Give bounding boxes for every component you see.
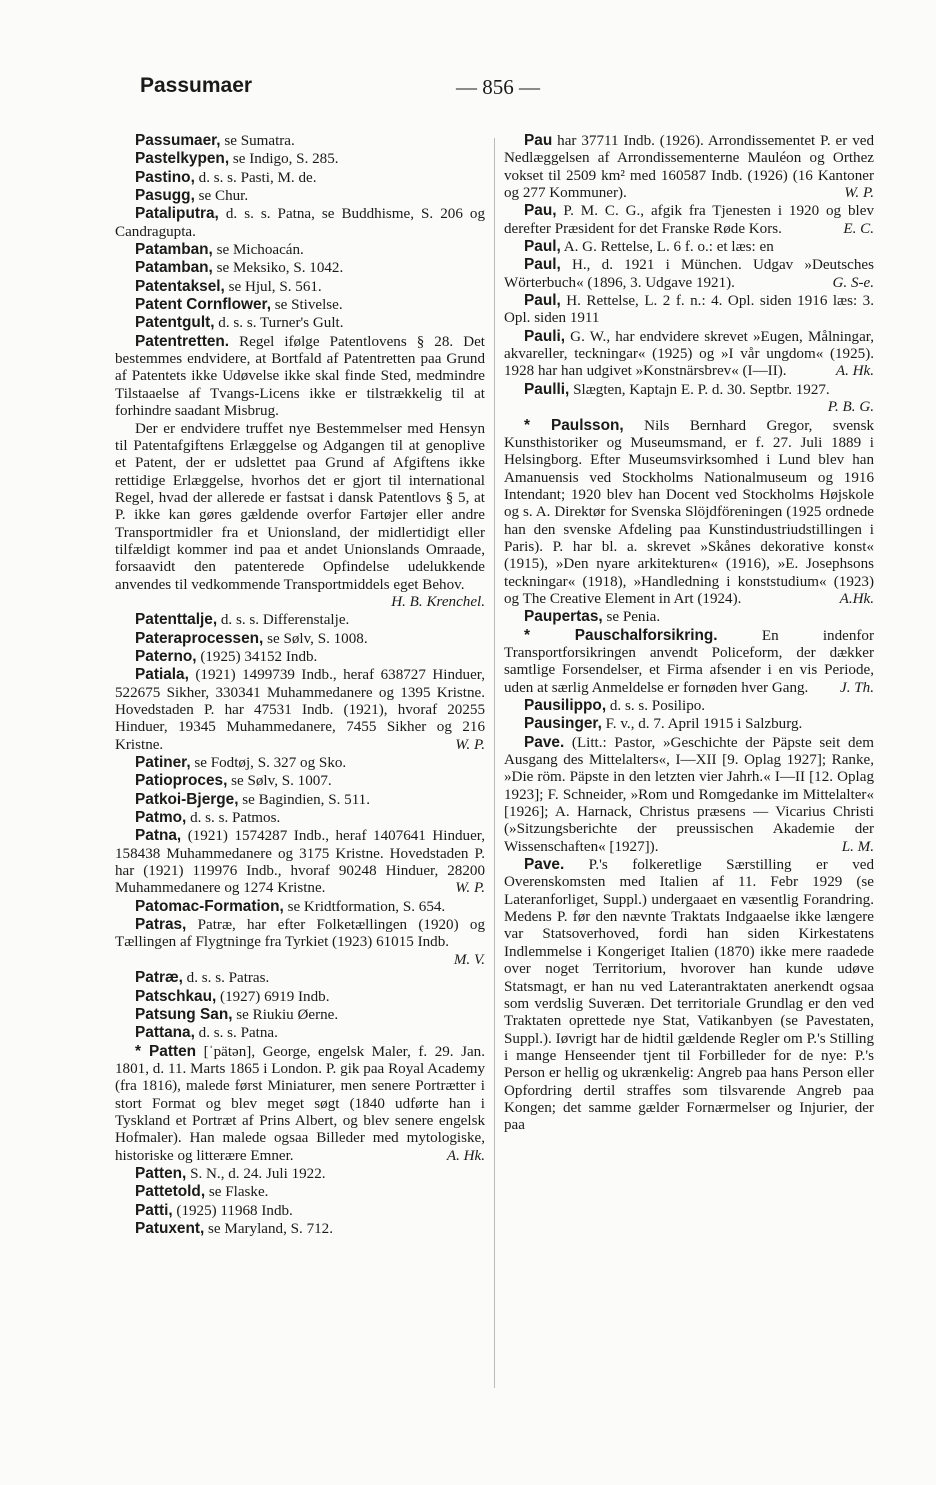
entry-headword: Pateraprocessen, [135, 629, 264, 647]
left-column [115, 132, 485, 1238]
entry-headword: Patten, [135, 1164, 187, 1182]
entry-headword: Paupertas, [524, 608, 603, 626]
entry-headword: Patras, [135, 916, 187, 934]
entry-headword: Paul, [524, 256, 561, 274]
entry-headword: Pattetold, [135, 1183, 206, 1201]
dictionary-entry [115, 1165, 485, 1183]
dictionary-entry [115, 648, 485, 666]
entry-author: J. Th. [840, 679, 874, 696]
dictionary-entry [115, 772, 485, 790]
entry-author: M. V. [453, 951, 485, 968]
entry-author: W. P. [455, 880, 485, 897]
entry-text: se Bagindien, S. 511. [238, 791, 371, 808]
entry-headword: Patræ, [135, 969, 183, 987]
dictionary-entry [115, 630, 485, 648]
running-head: Passumaer [140, 74, 253, 97]
dictionary-entry [115, 666, 485, 754]
entry-headword: Patkoi-Bjerge, [135, 790, 239, 808]
entry-text: se Kridtformation, S. 654. [283, 898, 446, 915]
dictionary-entry [504, 856, 874, 1135]
entry-text: (1925) 34152 Indb. [196, 648, 318, 665]
dictionary-entry [115, 1202, 485, 1220]
right-column [504, 132, 874, 1135]
entry-headword: Pasugg, [135, 187, 195, 205]
dictionary-entry [115, 1220, 485, 1238]
entry-author: A. Hk. [446, 1147, 485, 1164]
entry-headword: * Patten [135, 1042, 197, 1060]
entry-author: H. B. Krenchel. [391, 593, 485, 610]
entry-text: har 37711 Indb. (1926). Arrondissementet P. er ved Nedlæggelsen af Arrondissementerne Mauléon og Orthez vokset til 2509 km² med 160587 Indb. (1926) (16 Kantoner og 277 Kommuner). [504, 133, 874, 202]
entry-headword: Patent Cornflower, [135, 296, 271, 314]
entry-headword: Patamban, [135, 241, 213, 259]
entry-text: se Stivelse. [270, 297, 343, 314]
entry-headword: Patiner, [135, 754, 191, 772]
dictionary-entry [115, 809, 485, 827]
dictionary-entry [504, 627, 874, 697]
dictionary-entry [115, 898, 485, 916]
dictionary-entry [504, 715, 874, 733]
entry-text: [ˈpätən], George, engelsk Maler, f. 29. Jan. 1801, d. 11. Marts 1865 i London. P. gik paa Royal Academy (fra 1816), malede først Miniaturer, men senere Portrætter i stort Format og blev meget søgt (1840 udførte han i Tyskland et Portræt af Prins Albert, og blev senere engelsk Hofmaler). Han malede ogsaa Billeder med mytologiske, historiske og litterære Emner. [115, 1043, 485, 1164]
entry-headword: * Paulsson, [524, 416, 624, 434]
dictionary-entry [115, 827, 485, 897]
entry-text: H., d. 1921 i München. Udgav »Deutsches Wörterbuch« (1896, 3. Udgave 1921). [504, 257, 874, 291]
entry-headword: Pau [524, 132, 553, 149]
entry-text: P. M. C. G., afgik fra Tjenesten i 1920 og blev derefter Præsident for det Franske Røde Kors. [504, 203, 874, 237]
entry-headword: Patenttalje, [135, 611, 218, 629]
entry-headword: Patmo, [135, 809, 187, 827]
dictionary-entry [504, 381, 874, 417]
entry-author: L. M. [841, 838, 874, 855]
entry-text: Der er endvidere truffet nye Bestemmelser med Hensyn til Patentafgiftens Erlæggelse og Adgangen til at genoplive et Patent, der er udslettet paa Grund af Afgiftens ikke rettidige Erlæggelse, hvorhos det er gjort til international Regel, hvad der allerede er fastsat i dansk Patentlovs § 5, at P. ikke kan gøres gældende overfor Fartøjer eller andre Transportmidler fra et Unionsland, der midlertidigt eller tilfældigt kommer ind paa et andet Unionslands Omraade, forsaavidt den patenterede Opfindelse udelukkende anvendes til vedkommende Transportmiddels eget Behov. [115, 420, 485, 593]
entry-headword: Pave. [524, 856, 565, 874]
entry-author: G. S-e. [832, 274, 874, 291]
dictionary-entry [115, 132, 485, 150]
entry-text: F. v., d. 7. April 1915 i Salzburg. [601, 716, 803, 733]
entry-text: se Sølv, S. 1008. [263, 630, 368, 647]
dictionary-entry [115, 296, 485, 314]
entry-headword: Paulli, [524, 380, 570, 398]
entry-text: S. N., d. 24. Juli 1922. [186, 1165, 326, 1182]
column-divider [494, 138, 495, 1388]
entry-headword: Patentgult, [135, 314, 215, 332]
entry-text: d. s. s. Turner's Gult. [214, 315, 344, 332]
dictionary-entry [504, 697, 874, 715]
entry-author: A.Hk. [839, 590, 874, 607]
entry-headword: Pataliputra, [135, 205, 219, 223]
page-number: — 856 — [456, 75, 540, 99]
entry-text: Nils Bernhard Gregor, svensk Kunsthistoriker og Museumsmand, er f. 27. Juli 1889 i Helsingborg. Efter Museumsvirksomhed i Lund blev han Amanuensis ved Stockholms Nationalmuseum og 1916 Intendant; 1920 blev han Docent ved Stockholms Højskole og s. A. Direktør for Svenska Slöjdföreningen (1925 ordnede han den svenske Afdeling paa Kunstindustriudstillingen i Paris). P. har bl. a. skrevet »Skånes dekorative konst« (1915), »Den nyare arkitekturen« (1916), »E. Josephsons teckningar« (1918), »Handledning i konststudium« (1923) og The Creative Element in Art (1924). [504, 417, 874, 607]
entry-headword: Pausilippo, [524, 697, 607, 714]
entry-text: se Penia. [602, 609, 661, 626]
entry-text: d. s. s. Patna, se Buddhisme, S. 206 og Candragupta. [115, 206, 485, 240]
entry-headword: Paul, [524, 292, 561, 310]
entry-text: se Indigo, S. 285. [229, 151, 339, 168]
entry-text: Patræ, har efter Folketællingen (1920) og Tællingen af Flygtninge fra Tyrkiet (1923) 61015 Indb. [115, 917, 485, 951]
entry-author: P. B. G. [827, 399, 874, 416]
dictionary-entry [504, 256, 874, 292]
entry-text: Slægten, Kaptajn E. P. d. 30. Septbr. 1927. [569, 381, 830, 398]
dictionary-entry [115, 916, 485, 969]
dictionary-entry [115, 259, 485, 277]
entry-author: E. C. [843, 220, 874, 237]
entry-text: En indenfor Transportforsikringen anvendt Policeform, der dækker samtlige Forsendelser, et Firma afsender i en vis Periode, uden at særlig Anmeldelse er fornøden hver Gang. [504, 627, 874, 696]
entry-headword: Patiala, [135, 666, 189, 684]
dictionary-entry [115, 791, 485, 809]
entry-headword: Patschkau, [135, 987, 217, 1005]
entry-headword: Pattana, [135, 1024, 195, 1042]
dictionary-entry [115, 333, 485, 421]
entry-headword: Pave. [524, 733, 565, 751]
dictionary-entry [115, 241, 485, 259]
entry-text: se Maryland, S. 712. [204, 1220, 333, 1237]
entry-text: d. s. s. Patna. [194, 1025, 278, 1042]
dictionary-entry [115, 1024, 485, 1042]
dictionary-entry [115, 150, 485, 168]
entry-headword: Patna, [135, 827, 182, 845]
entry-text: d. s. s. Patras. [182, 970, 270, 987]
entry-author: W. P. [844, 185, 874, 202]
entry-headword: Paul, [524, 238, 561, 256]
entry-text: H. Rettelse, L. 2 f. n.: 4. Opl. siden 1916 læs: 3. Opl. siden 1911 [504, 293, 874, 327]
entry-text: d. s. s. Posilipo. [606, 698, 706, 714]
entry-headword: Patomac-Formation, [135, 897, 284, 915]
entry-text: se Sumatra. [220, 133, 295, 149]
entry-headword: Passumaer, [135, 132, 221, 149]
dictionary-entry [115, 969, 485, 987]
dictionary-entry [504, 328, 874, 381]
entry-headword: Pastelkypen, [135, 150, 230, 168]
dictionary-entry [115, 611, 485, 629]
entry-text: d. s. s. Differenstalje. [217, 612, 350, 629]
dictionary-entry [115, 421, 485, 612]
entry-text: P.'s folkeretlige Særstilling er ved Overenskomsten med Italien af 11. Febr 1929 (se Lateranforliget, Suppl.) undergaaet en væsentlig Forandring. Medens P. før den nævnte Traktats Indgaaelse ikke længere var Statsoverhoved, fordi han siden Kirkestatens Indlemmelse i Kongeriget Italien (1870) ikke mere raadede over noget Territorium, hvorover han kunde udøve Statsmagt, er han nu ved Laterantraktaten anerkendt ogsaa som verdslig Suveræn. Det territoriale Grundlag er den ved Traktaten oprettede nye Stat, Vatikanbyen (se Pavestaten, Suppl.). Iøvrigt har de hidtil gældende Regler om P.'s Stilling i mange Henseender tjent til Forbilleder for de nye: P.'s Person er hellig og ukrænkelig: Angreb paa hans Person eller Opfordring dertil straffes som tilsvarende Angreb paa Kongen; det samme gælder Fornærmelser og Injurier, der paa [504, 857, 874, 1134]
entry-text: se Sølv, S. 1007. [227, 773, 332, 790]
entry-text: (1927) 6919 Indb. [216, 988, 330, 1005]
entry-text: (1921) 1574287 Indb., heraf 1407641 Hinduer, 158438 Muhammedanere og 3175 Kristne. Hovedstaden P. har (1921) 119976 Indb., hvoraf 90248 Hinduer, 28200 Muhammedanere og 1274 Kristne. [115, 828, 485, 897]
entry-text: (1921) 1499739 Indb., heraf 638727 Hinduer, 522675 Sikher, 330341 Muhammedanere og 1395 Kristne. Hovedstaden P. har 47531 Indb. (1921), hvoraf 20255 Hinduer, 19345 Muhammedanere, 7455 Sikher og 216 Kristne. [115, 667, 485, 753]
entry-headword: Pastino, [135, 168, 195, 186]
entry-headword: Patentretten. [135, 332, 230, 350]
dictionary-entry [115, 988, 485, 1006]
dictionary-entry [115, 1043, 485, 1165]
entry-headword: Paterno, [135, 647, 197, 665]
entry-headword: Patamban, [135, 259, 213, 277]
entry-headword: Patti, [135, 1201, 173, 1219]
entry-text: se Michoacán. [212, 242, 304, 259]
entry-text: se Riukiu Øerne. [232, 1006, 339, 1023]
entry-text: G. W., har endvidere skrevet »Eugen, Målningar, akvareller, teckningar« (1925) og »I vår ungdom« (1925). 1928 har han udgivet »Konstnärsbrev« (I—II). [504, 328, 874, 380]
dictionary-entry [115, 187, 485, 205]
entry-author: W. P. [455, 736, 485, 753]
entry-text: se Chur. [194, 188, 249, 205]
dictionary-entry [115, 1183, 485, 1201]
entry-headword: Pausinger, [524, 715, 602, 733]
dictionary-entry [115, 754, 485, 772]
dictionary-entry [115, 205, 485, 241]
dictionary-entry [115, 1006, 485, 1024]
entry-text: (Litt.: Pastor, »Geschichte der Päpste seit dem Ausgang des Mittelalters«, I—XII [9. Oplag 1927]; Ranke, »Die röm. Päpste in den letzten vier Jahrh.« I—II [12. Oplag 1923]; F. Schneider, »Rom und Romgedanke im Mittelalter« [1926]; A. Harnack, Christus præsens — Vicarius Christi (»Sitzungsberichte der preussischen Akademie der Wissenschaften« [1927]). [504, 734, 874, 855]
entry-text: A. G. Rettelse, L. 6 f. o.: et læs: en [560, 239, 774, 256]
entry-headword: Pau, [524, 202, 557, 220]
entry-headword: Patuxent, [135, 1219, 205, 1237]
entry-text: se Meksiko, S. 1042. [212, 260, 344, 277]
dictionary-entry [115, 314, 485, 332]
entry-headword: Patioproces, [135, 772, 228, 790]
entry-text: (1925) 11968 Indb. [172, 1202, 293, 1219]
dictionary-entry [504, 238, 874, 256]
dictionary-entry [115, 169, 485, 187]
entry-text: d. s. s. Patmos. [186, 810, 281, 827]
dictionary-entry [504, 734, 874, 856]
dictionary-entry [504, 132, 874, 202]
entry-headword: Patsung San, [135, 1005, 233, 1023]
dictionary-entry [504, 202, 874, 238]
dictionary-entry [115, 278, 485, 296]
entry-text: se Flaske. [205, 1184, 269, 1201]
dictionary-entry [504, 417, 874, 609]
dictionary-entry [504, 608, 874, 626]
entry-headword: * Pauschalforsikring. [524, 626, 718, 644]
entry-text: d. s. s. Pasti, M. de. [194, 169, 317, 186]
entry-author: A. Hk. [835, 363, 874, 380]
entry-text: Regel ifølge Patentlovens § 28. Det bestemmes endvidere, at Bortfald af Patentretten paa Grund af Patentets ikke Udøvelse ikke skal finde Sted, medmindre Tilstaaelse af Tvangs-Licens ikke er tilstrækkelig til at forhindre saadant Misbrug. [115, 333, 485, 420]
entry-headword: Pauli, [524, 327, 566, 345]
entry-text: se Hjul, S. 561. [224, 278, 322, 295]
entry-headword: Patentaksel, [135, 277, 225, 295]
entry-text: se Fodtøj, S. 327 og Sko. [190, 755, 347, 772]
dictionary-entry [504, 292, 874, 328]
page-header [116, 74, 876, 108]
